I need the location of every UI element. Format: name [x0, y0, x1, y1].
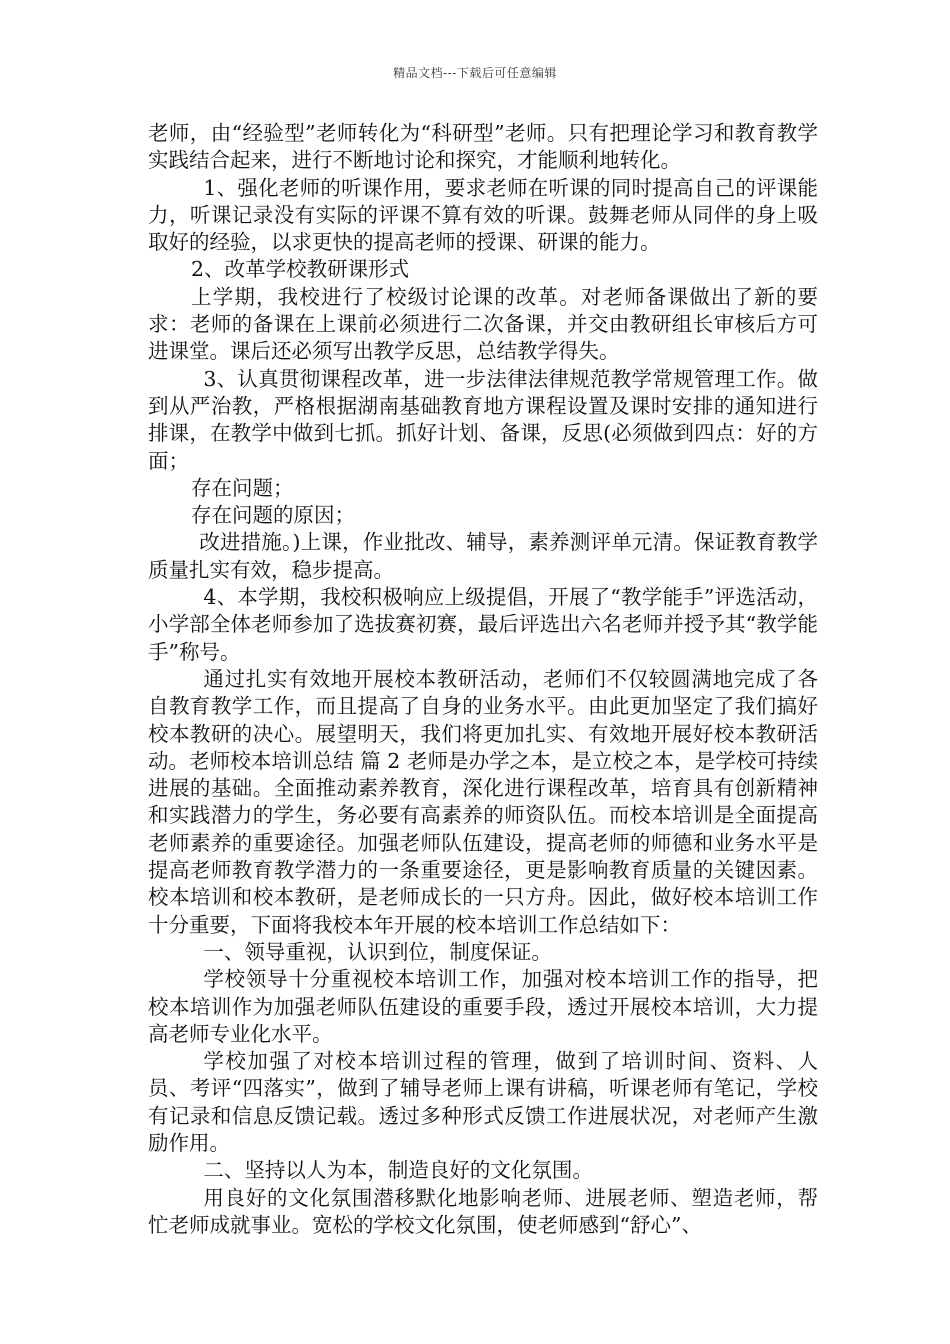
- paragraph: 学校加强了对校本培训过程的管理，做到了培训时间、资料、人员、考评“四落实”，做到了辅导老师上课有讲稿，听课老师有笔记，学校有记录和信息反馈记载。透过多种形式反馈工作进展状况，对老师产生激励作用。: [148, 1049, 818, 1155]
- document-body: [148, 120, 818, 1239]
- paragraph: 3、认真贯彻课程改革，进一步法律法律规范教学常规管理工作。做到从严治教，严格根据湖南基础教育地方课程设置及课时安排的通知进行排课，在教学中做到七抓。抓好计划、备课，反思(必须做到四点：好的方面；: [148, 366, 818, 473]
- paragraph: 上学期，我校进行了校级讨论课的改革。对老师备课做出了新的要求：老师的备课在上课前必须进行二次备课，并交由教研组长审核后方可进课堂。课后还必须写出教学反思，总结教学得失。: [148, 284, 818, 364]
- paragraph: 1、强化老师的听课作用，要求老师在听课的同时提高自己的评课能力，听课记录没有实际的评课不算有效的听课。鼓舞老师从同伴的身上吸取好的经验，以求更快的提高老师的授课、研课的能力。: [148, 175, 818, 255]
- paragraph: 一、领导重视，认识到位，制度保证。: [203, 939, 552, 964]
- paragraph: 存在问题；: [191, 475, 294, 500]
- paragraph: 改进措施。)上课，作业批改、辅导，素养测评单元清。保证教育教学质量扎实有效，稳步提高。: [148, 530, 818, 582]
- paragraph: 存在问题的原因；: [191, 503, 356, 528]
- paragraph: 用良好的文化氛围潜移默化地影响老师、进展老师、塑造老师，帮忙老师成就事业。宽松的学校文化氛围，使老师感到“舒心”、: [148, 1185, 818, 1237]
- paragraph: 2、改革学校教研课形式: [191, 257, 410, 282]
- paragraph: 老师，由“经验型”老师转化为“科研型”老师。只有把理论学习和教育教学实践结合起来，进行不断地讨论和探究，才能顺利地转化。: [148, 121, 818, 173]
- paragraph: 二、坚持以人为本，制造良好的文化氛围。: [203, 1158, 593, 1183]
- page-header: 精品文档---下载后可任意编辑: [393, 66, 557, 80]
- paragraph: 4、本学期，我校积极响应上级提倡，开展了“教学能手”评选活动，小学部全体老师参加了选拔赛初赛，最后评选出六名老师并授予其“教学能手”称号。: [148, 585, 818, 664]
- paragraph: 通过扎实有效地开展校本教研活动，老师们不仅较圆满地完成了各自教育教学工作，而且提高了自身的业务水平。由此更加坚定了我们搞好校本教研的决心。展望明天，我们将更加扎实、有效地开展好校本教研活动。老师校本培训总结 篇 2 老师是办学之本，是立校之本，是学校可持续进展的基础。全面推动素养教育，深化进行课程改革，培育具有创新精神和实践潜力的学生，务必要有高素养的师资队伍。而校本培训是全面提高老师素养的重要途径。加强老师队伍建设，提高老师的师德和业务水平是提高老师教育教学潜力的一条重要途径，更是影响教育质量的关键因素。校本培训和校本教研，是老师成长的一只方舟。因此，做好校本培训工作十分重要，下面将我校本年开展的校本培训工作总结如下：: [148, 666, 818, 937]
- paragraph: 学校领导十分重视校本培训工作，加强对校本培训工作的指导，把校本培训作为加强老师队伍建设的重要手段，透过开展校本培训，大力提高老师专业化水平。: [148, 967, 818, 1046]
